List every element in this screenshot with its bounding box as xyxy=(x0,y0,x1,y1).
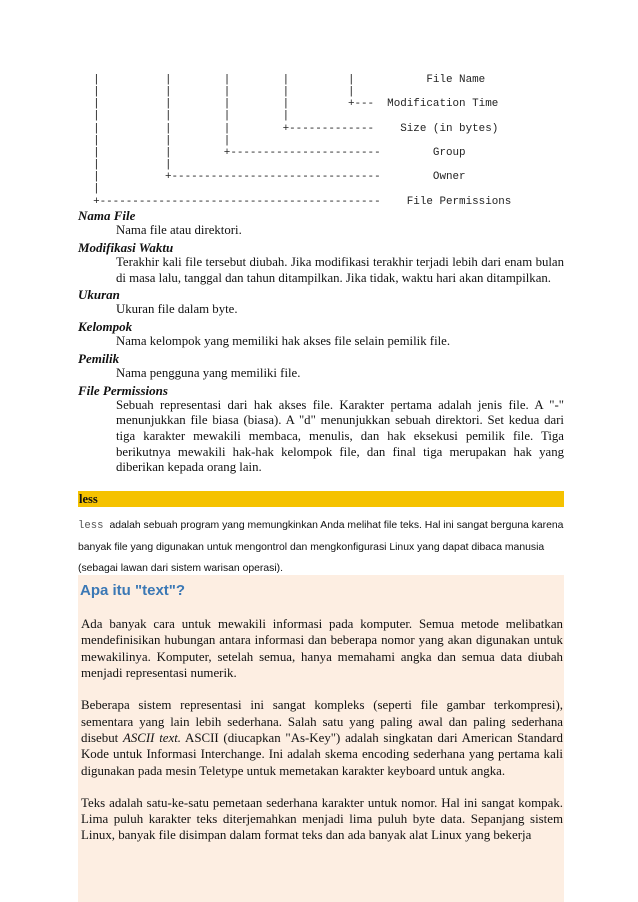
definition-term: Nama File xyxy=(78,208,136,223)
diagram-line: | | +----------------------- Group xyxy=(80,146,466,159)
less-command: less xyxy=(78,520,104,532)
less-paragraph xyxy=(78,515,564,579)
diagram-line: | | | xyxy=(80,134,231,147)
less-heading: less xyxy=(79,492,98,506)
definition-list xyxy=(78,208,564,476)
diagram-line: | | | | xyxy=(80,110,290,123)
definition-term: Kelompok xyxy=(78,318,133,334)
text-span: Beberapa sistem representasi ini sangat kompleks (seperti file gambar terkompresi), sementara yang lain lebih sederhana. Salah satu yang paling awal dan paling sederhana disebut xyxy=(81,698,563,745)
ls-output-diagram xyxy=(80,74,511,208)
definition-term: Modifikasi Waktu xyxy=(78,239,174,255)
definition-term: Pemilik xyxy=(78,350,120,366)
ascii-text-emphasis: ASCII text. xyxy=(122,730,182,745)
diagram-line: +------------------------------------------- File Permissions xyxy=(80,195,512,208)
definition-description: Terakhir kali file tersebut diubah. Jika modifikasi terakhir terjadi lebih dari enam bulan di masa lalu, tanggal dan tahun ditampilkan. Jika tidak, waktu hari akan ditampilkan. xyxy=(116,255,564,285)
diagram-line: | | | | | xyxy=(80,86,355,99)
less-description: adalah sebuah program yang memungkinkan Anda melihat file teks. Hal ini sangat berguna karena banyak file yang digunakan untuk mengontrol dan mengkonfigurasi Linux yang dapat dibaca manusia (sebagai lawan dari sistem warisan operasi). xyxy=(78,520,564,574)
text-paragraph: Ada banyak cara untuk mewakili informasi pada komputer. Semua metode melibatkan mendefinisikan hubungan antara informasi dan beberapa nomor yang akan digunakan untuk mewakilinya. Komputer, setelah semua, hanya memahami angka dan semua data diubah menjadi representasi numerik. xyxy=(81,617,563,681)
diagram-line: | | | | +--- Modification Time xyxy=(80,98,499,111)
text-box-heading: Apa itu "text"? xyxy=(80,582,186,599)
definition-description: Sebuah representasi dari hak akses file. Karakter pertama adalah jenis file. A "-" menunjukkan file biasa (biasa). A "d" menunjukkan sebuah direktori. Set kedua dari tiga karakter mewakili membaca, menulis, dan hak eksekusi pemilik file. Tiga berikutnya mewakili hak-hak kelompok file, dan final tiga merupakan hak yang diberikan kepada orang lain. xyxy=(116,397,564,475)
definition-term: Ukuran xyxy=(78,287,120,303)
definition-term: File Permissions xyxy=(78,382,168,398)
diagram-line: | | | +------------- Size (in bytes) xyxy=(80,122,499,135)
text-info-box xyxy=(78,575,564,902)
diagram-line: | xyxy=(80,183,100,196)
text-paragraph: Teks adalah satu-ke-satu pemetaan sederhana karakter untuk nomor. Hal ini sangat kompak. Lima puluh karakter teks diterjemahkan menjadi lima puluh byte data. Sepanjang sistem Linux, banyak file disimpan dalam format teks dan ada banyak alat Linux yang bekerja xyxy=(81,795,563,843)
diagram-line: | | xyxy=(80,159,172,172)
text-paragraph xyxy=(81,697,563,779)
diagram-line: | | | | | File Name xyxy=(80,74,486,86)
definition-description: Nama pengguna yang memiliki file. xyxy=(116,365,301,380)
definition-description: Nama kelompok yang memiliki hak akses file selain pemilik file. xyxy=(116,334,451,349)
diagram-line: | +-------------------------------- Owner xyxy=(80,171,466,184)
less-heading-bar xyxy=(78,491,564,507)
definition-description: Nama file atau direktori. xyxy=(116,223,242,238)
text-span: ASCII (diucapkan "As-Key") adalah singkatan dari American Standard Kode untuk Informasi Interchange. Ini adalah skema encoding sederhana yang pertama kali digunakan pada mesin Teletype untuk memetakan karakter keyboard untuk angka. xyxy=(81,730,563,778)
definition-description: Ukuran file dalam byte. xyxy=(116,302,238,317)
text-box-body xyxy=(81,616,563,859)
